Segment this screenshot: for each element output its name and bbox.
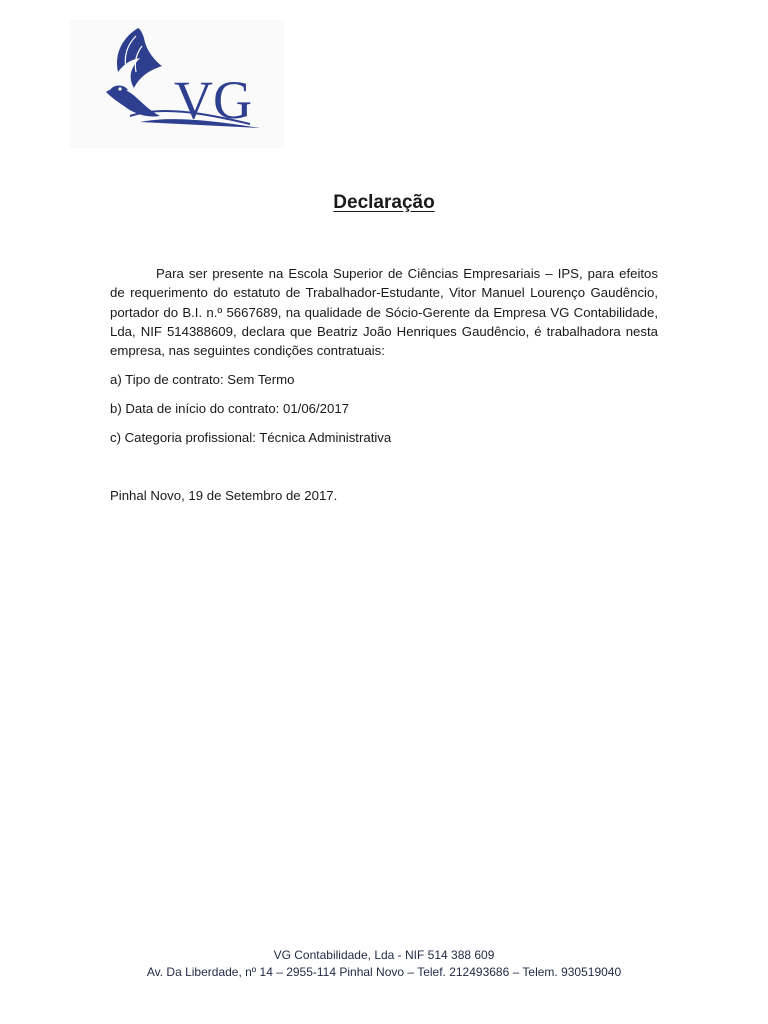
professional-category-item: c) Categoria profissional: Técnica Administrativa — [110, 430, 392, 445]
document-title: Declaração — [333, 192, 435, 213]
contract-start-item: b) Data de início do contrato: 01/06/2017 — [110, 401, 350, 416]
footer-company-line: VG Contabilidade, Lda - NIF 514 388 609 — [273, 948, 495, 962]
contract-type-item: a) Tipo de contrato: Sem Termo — [110, 372, 295, 387]
footer-address-line: Av. Da Liberdade, nº 14 – 2955-114 Pinhal Novo – Telef. 212493686 – Telem. 930519040 — [146, 965, 622, 979]
logo-text: VG — [174, 70, 252, 130]
dove-logo-icon — [70, 20, 284, 148]
company-logo — [70, 20, 284, 148]
declaration-body — [110, 264, 658, 360]
intro-paragraph: Para ser presente na Escola Superior de Ciências Empresariais – IPS, para efeitos de requerimento do estatuto de Trabalhador-Estudante, Vitor Manuel Lourenço Gaudêncio, portador do B.I. n.º 5667689, na qualidade de Sócio-Gerente da Empresa VG Contabilidade, Lda, NIF 514388609, declara que Beatriz João Henriques Gaudêncio, é trabalhadora nesta empresa, nas seguintes condições contratuais: — [110, 266, 658, 359]
place-date: Pinhal Novo, 19 de Setembro de 2017. — [110, 488, 338, 503]
